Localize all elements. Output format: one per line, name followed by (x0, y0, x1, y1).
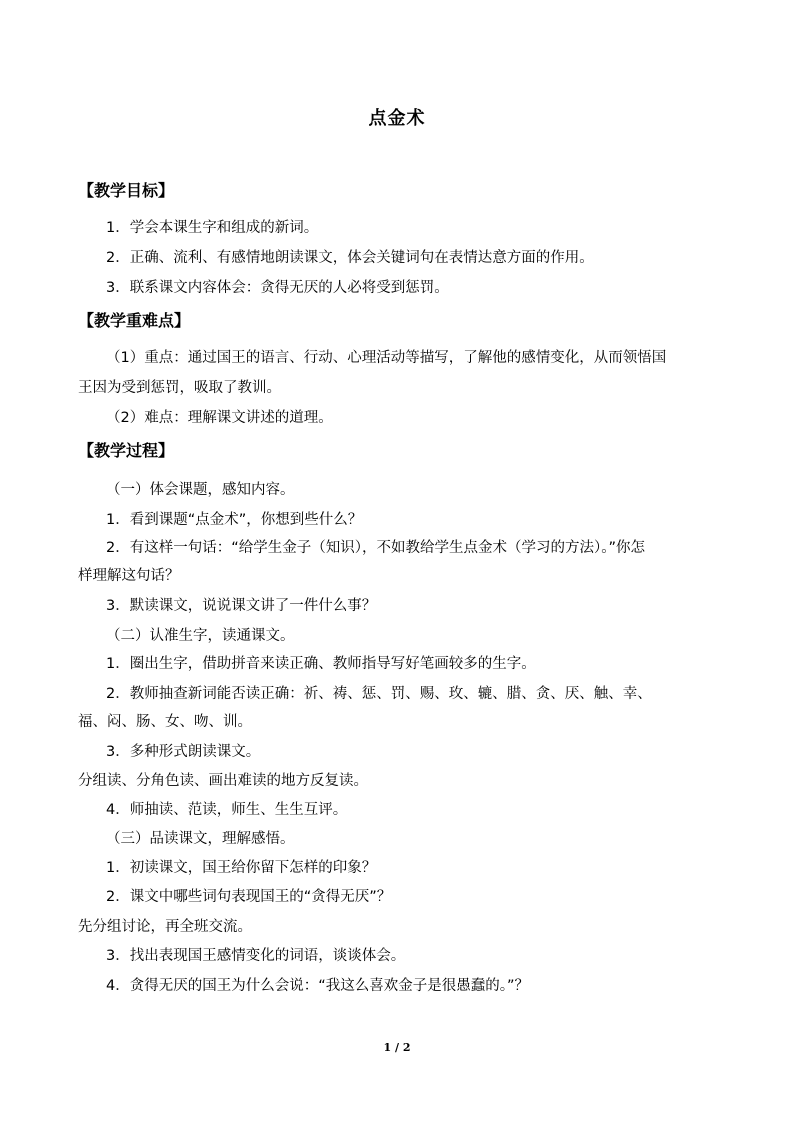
process-line: 4．贪得无厌的国王为什么会说：“我这么喜欢金子是很愚蠢的。”？ (106, 978, 529, 994)
process-line: 3．默读课文，说说课文讲了一件什么事？ (106, 598, 377, 614)
objective-item: 3．联系课文内容体会：贪得无厌的人必将受到惩罚。 (106, 280, 449, 296)
section-heading-key-points: 【教学重难点】 (78, 311, 191, 330)
process-line: 2．课文中哪些词句表现国王的“贪得无厌”？ (106, 889, 392, 905)
objective-item: 1．学会本课生字和组成的新词。 (106, 220, 319, 236)
section-heading-process: 【教学过程】 (78, 441, 175, 460)
process-line: 分组读、分角色读、画出难读的地方反复读。 (78, 773, 368, 789)
key-point-line: 王因为受到惩罚，吸取了教训。 (78, 380, 281, 396)
process-line: （三）品读课文，理解感悟。 (106, 831, 295, 847)
process-line: 样理解这句话？ (78, 568, 180, 584)
objective-item: 2．正确、流利、有感情地朗读课文，体会关键词句在表情达意方面的作用。 (106, 250, 594, 266)
key-point-line: （1）重点：通过国王的语言、行动、心理活动等描写，了解他的感情变化，从而领悟国 (106, 350, 667, 366)
process-line: 3．找出表现国王感情变化的词语，谈谈体会。 (106, 948, 406, 964)
process-line: （一）体会课题，感知内容。 (106, 482, 295, 498)
process-line: 1．看到课题“点金术”，你想到些什么？ (106, 512, 363, 528)
process-line: 4．师抽读、范读，师生、生生互评。 (106, 802, 348, 818)
process-line: 福、闷、肠、女、吻、训。 (78, 714, 252, 730)
process-line: 3．多种形式朗读课文。 (106, 744, 261, 760)
process-line: 2．有这样一句话：“给学生金子（知识），不如教给学生点金术（学习的方法）。”你怎 (106, 540, 645, 556)
process-line: （二）认准生字，读通课文。 (106, 628, 295, 644)
process-line: 2．教师抽查新词能否读正确：祈、祷、惩、罚、赐、玫、辘、腊、贪、厌、触、幸、 (106, 686, 652, 702)
process-line: 1．圈出生字，借助拼音来读正确、教师指导写好笔画较多的生字。 (106, 656, 536, 672)
process-line: 先分组讨论，再全班交流。 (78, 919, 252, 935)
process-line: 1．初读课文，国王给你留下怎样的印象？ (106, 860, 377, 876)
page-number: 1 / 2 (383, 1041, 411, 1054)
page-title: 点金术 (368, 108, 426, 129)
key-point-line: （2）难点：理解课文讲述的道理。 (106, 410, 333, 426)
section-heading-objectives: 【教学目标】 (78, 181, 175, 200)
